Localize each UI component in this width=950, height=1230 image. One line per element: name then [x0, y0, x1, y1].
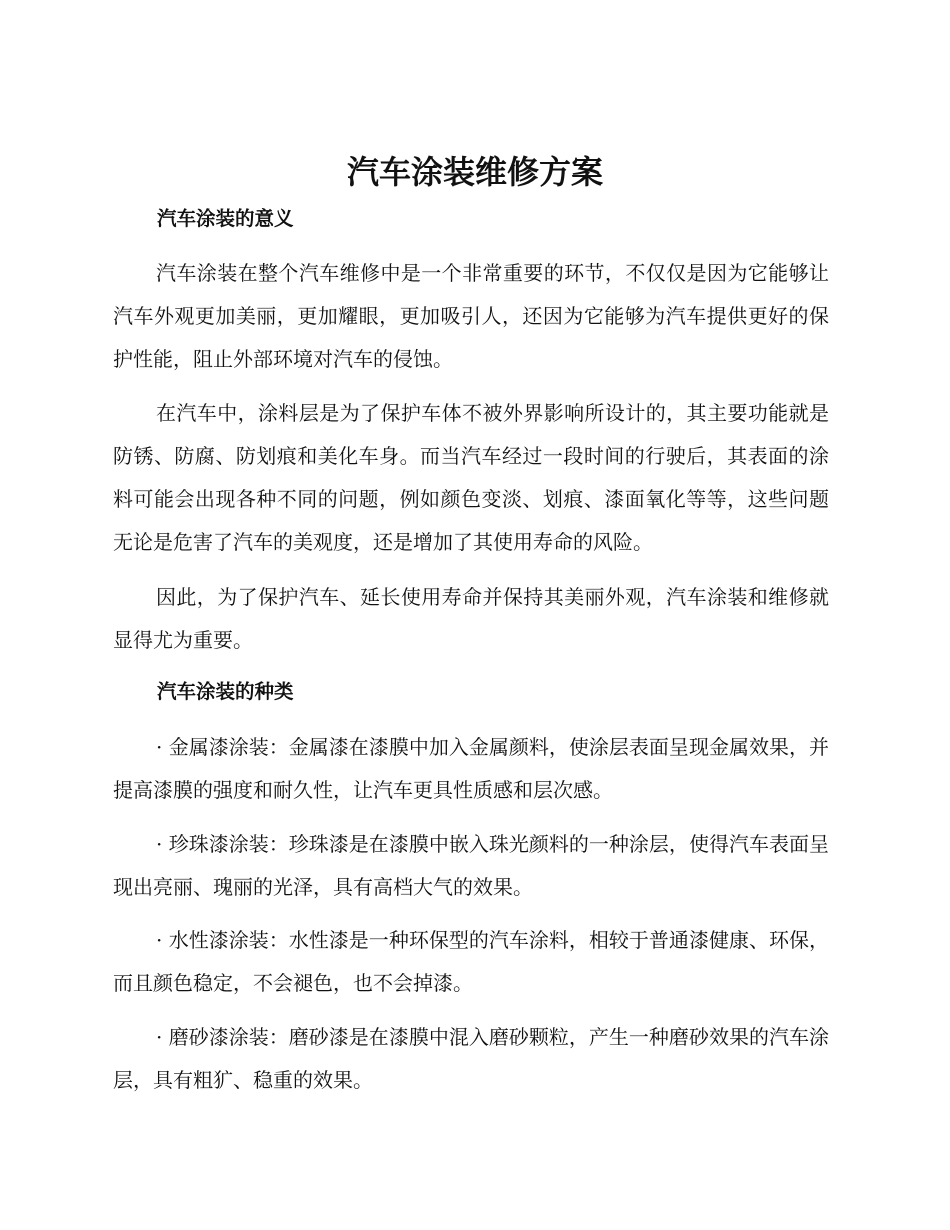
section-heading-significance: 汽车涂装的意义 — [157, 207, 294, 230]
list-item: · 珍珠漆涂装：珍珠漆是在漆膜中嵌入珠光颜料的一种涂层，使得汽车表面呈现出亮丽、瑰丽的光泽，具有高档大气的效果。 — [113, 832, 829, 899]
paragraph: 因此，为了保护汽车、延长使用寿命并保持其美丽外观，汽车涂装和维修就显得尤为重要。 — [113, 585, 829, 652]
list-item: · 水性漆涂装：水性漆是一种环保型的汽车涂料，相较于普通漆健康、环保，而且颜色稳定，不会褪色，也不会掉漆。 — [113, 928, 829, 995]
document-title: 汽车涂装维修方案 — [346, 153, 603, 191]
paragraph: 汽车涂装在整个汽车维修中是一个非常重要的环节，不仅仅是因为它能够让汽车外观更加美丽，更加耀眼，更加吸引人，还因为它能够为汽车提供更好的保护性能，阻止外部环境对汽车的侵蚀。 — [113, 261, 829, 371]
section-heading-types: 汽车涂装的种类 — [157, 680, 294, 703]
paragraph: 在汽车中，涂料层是为了保护车体不被外界影响所设计的，其主要功能就是防锈、防腐、防划痕和美化车身。而当汽车经过一段时间的行驶后，其表面的涂料可能会出现各种不同的问题，例如颜色变淡、划痕、漆面氧化等等，这些问题无论是危害了汽车的美观度，还是增加了其使用寿命的风险。 — [113, 401, 829, 554]
list-item: · 磨砂漆涂装：磨砂漆是在漆膜中混入磨砂颗粒，产生一种磨砂效果的汽车涂层，具有粗犷、稳重的效果。 — [113, 1025, 829, 1092]
list-item: · 金属漆涂装：金属漆在漆膜中加入金属颜料，使涂层表面呈现金属效果，并提高漆膜的强度和耐久性，让汽车更具性质感和层次感。 — [113, 735, 829, 802]
